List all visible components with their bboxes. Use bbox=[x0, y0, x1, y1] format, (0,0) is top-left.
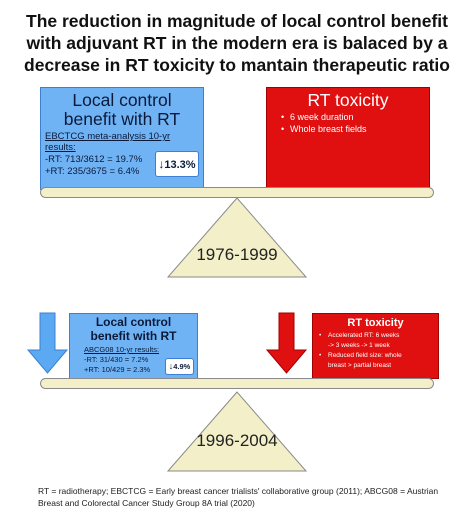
rt-toxicity-item: • Accelerated RT: 6 weeks bbox=[319, 331, 402, 341]
local-control-box-1976 bbox=[40, 87, 204, 190]
rt-toxicity-item: -> 3 weeks -> 1 week bbox=[328, 342, 390, 349]
rt-toxicity-item: • 6 week duration bbox=[281, 111, 367, 123]
minus-rt-result: -RT: 31/430 = 7.2% bbox=[84, 355, 149, 364]
rt-toxicity-list bbox=[281, 111, 367, 135]
local-control-title-line2: benefit with RT bbox=[63, 109, 181, 129]
balance-plank-1976 bbox=[40, 187, 434, 198]
title-line-1: The reduction in magnitude of local control benefit bbox=[26, 11, 448, 31]
local-control-box-1996 bbox=[69, 313, 198, 379]
blue-down-arrow-icon bbox=[28, 313, 67, 373]
rt-toxicity-title: RT toxicity bbox=[347, 317, 404, 329]
year-label-1976: 1976-1999 bbox=[196, 245, 278, 264]
title-line-2: with adjuvant RT in the modern era is balaced by a bbox=[26, 33, 448, 53]
red-down-arrow-icon bbox=[267, 313, 306, 373]
rt-toxicity-box-1976 bbox=[266, 87, 430, 190]
plus-rt-result: +RT: 235/3675 = 6.4% bbox=[45, 166, 140, 177]
study-name: EBCTCG meta-analysis 10-yr bbox=[45, 131, 171, 142]
down-arrow-icon: ↓ bbox=[168, 361, 174, 371]
rt-toxicity-box-1996 bbox=[312, 313, 439, 379]
rt-toxicity-item: • Reduced field size: whole bbox=[319, 351, 402, 361]
results-label: results: bbox=[45, 142, 76, 153]
footnote-line-2: Breast and Colorectal Cancer Study Group 8A trial (2020) bbox=[38, 498, 255, 508]
local-control-title-line1: Local control bbox=[95, 315, 172, 329]
plus-rt-result: +RT: 10/429 = 2.3% bbox=[84, 365, 151, 374]
rt-toxicity-title: RT toxicity bbox=[307, 90, 389, 110]
local-control-title-line1: Local control bbox=[72, 90, 172, 110]
fulcrum-1976 bbox=[168, 198, 306, 277]
footnote-line-1: RT = radiotherapy; EBCTCG = Early breast cancer trialists' collaborative group (2011); ABCG08 = Austrian bbox=[38, 486, 439, 496]
minus-rt-result: -RT: 713/3612 = 19.7% bbox=[45, 154, 143, 165]
rt-toxicity-item: • Whole breast fields bbox=[281, 123, 367, 135]
footnote bbox=[38, 485, 458, 509]
local-control-title-line2: benefit with RT bbox=[90, 329, 177, 343]
rt-toxicity-list bbox=[319, 331, 402, 371]
title-line-3: decrease in RT toxicity to mantain therapeutic ratio bbox=[24, 55, 450, 75]
down-arrow-icon: ↓ bbox=[158, 157, 165, 171]
delta-value: 13.3% bbox=[164, 159, 196, 171]
delta-value: 4.9% bbox=[173, 362, 191, 371]
rt-toxicity-item: breast > partial breast bbox=[328, 362, 392, 369]
balance-plank-1996 bbox=[40, 378, 434, 389]
delta-badge bbox=[155, 151, 199, 177]
year-label-1996: 1996-2004 bbox=[196, 431, 278, 450]
study-name: ABCG08 10-yr results: bbox=[84, 345, 160, 354]
delta-badge bbox=[165, 358, 194, 375]
